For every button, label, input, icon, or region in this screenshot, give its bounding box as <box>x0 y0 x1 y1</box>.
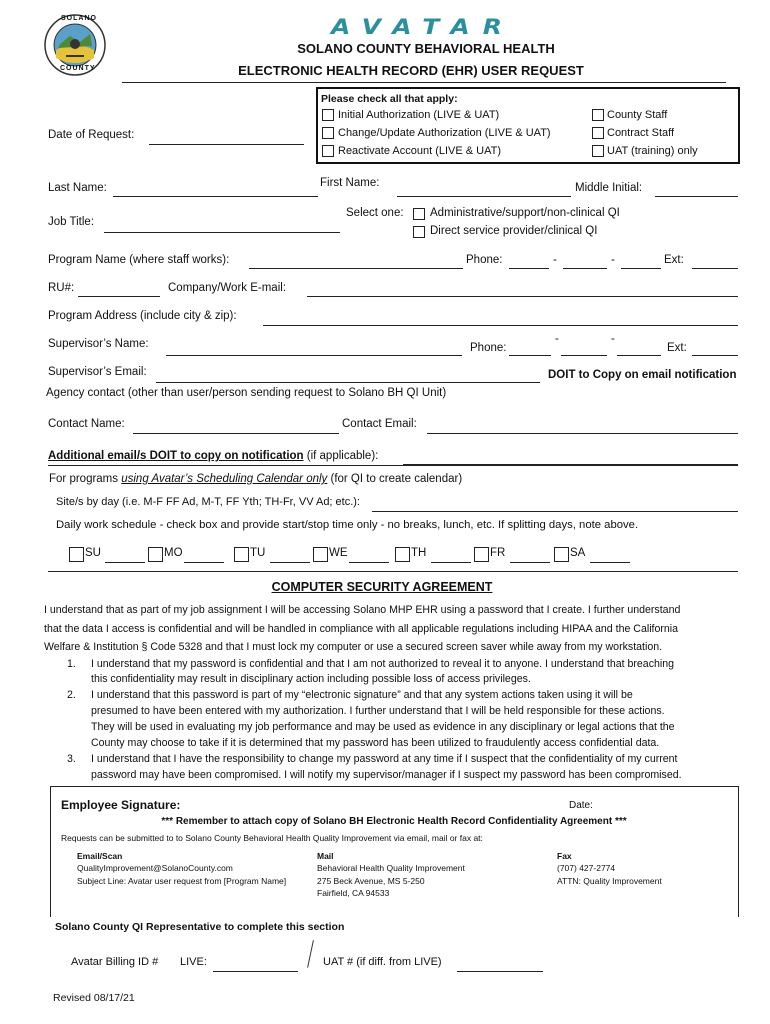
contract-staff-checkbox[interactable] <box>592 127 604 139</box>
additional-email-bold: Additional email/s DOIT to copy on notification <box>48 450 304 462</box>
county-staff-label: County Staff <box>607 109 668 121</box>
day-we-checkbox[interactable] <box>313 547 328 562</box>
additional-email-rule <box>48 465 738 466</box>
initial-authorization-checkbox[interactable] <box>322 109 334 121</box>
revised-date: Revised 08/17/21 <box>53 992 135 1004</box>
middle-initial-label: Middle Initial: <box>575 182 643 194</box>
agreement-item-2-line4: County may choose to take if it is determined that my password has been utilized to fraudulently access confidential data. <box>91 737 660 749</box>
agreement-item-3-line2: password may have been compromised. I will notify my supervisor/manager if I suspect my password has been compromised. <box>91 769 682 781</box>
company-email-label: Company/Work E-mail: <box>168 282 287 294</box>
email-scan-head: Email/Scan <box>77 851 123 861</box>
supervisor-name-field[interactable] <box>166 343 462 356</box>
day-sa-label: SA <box>570 547 586 559</box>
supervisor-name-label: Supervisor’s Name: <box>48 338 149 350</box>
supervisor-ext-field[interactable] <box>692 343 738 356</box>
live-label: LIVE: <box>180 956 207 968</box>
first-name-field[interactable] <box>397 184 571 197</box>
sites-by-day-field[interactable] <box>372 499 738 512</box>
confidentiality-reminder: *** Remember to attach copy of Solano BH Electronic Health Record Confidentiality Agreement *** <box>161 816 627 827</box>
supervisor-phone-area[interactable] <box>509 343 551 356</box>
date-of-request-field[interactable] <box>149 132 304 145</box>
change-update-label: Change/Update Authorization (LIVE & UAT) <box>338 127 551 139</box>
program-address-label: Program Address (include city & zip): <box>48 310 237 322</box>
mail-head: Mail <box>317 851 334 861</box>
role-admin-checkbox[interactable] <box>413 208 425 220</box>
ext-field[interactable] <box>692 256 738 269</box>
additional-email-field[interactable] <box>403 452 738 465</box>
submit-note: Requests can be submitted to to Solano County Behavioral Health Quality Improvement via email, mail or fax at: <box>61 833 483 843</box>
mail-line1: Behavioral Health Quality Improvement <box>317 863 465 873</box>
scheduling-intro-underlined: using Avatar’s Scheduling Calendar only <box>121 473 328 485</box>
additional-email-rest: (if applicable): <box>303 450 379 462</box>
check-all-title: Please check all that apply: <box>321 93 458 105</box>
select-one-label: Select one: <box>346 207 404 219</box>
scheduling-intro-pre: For programs <box>49 473 122 485</box>
email-address: QualityImprovement@SolanoCounty.com <box>77 863 233 873</box>
last-name-label: Last Name: <box>48 182 107 194</box>
agreement-item-1-line2: this confidentiality may result in disciplinary action including possible loss of access privileges. <box>91 673 531 685</box>
security-agreement-title: COMPUTER SECURITY AGREEMENT <box>271 580 493 594</box>
initial-authorization-label: Initial Authorization (LIVE & UAT) <box>338 109 500 121</box>
uat-only-checkbox[interactable] <box>592 145 604 157</box>
agreement-intro-line3: Welfare & Institution § Code 5328 and that I must lock my computer or use a secured screen saver while away from my workstation. <box>44 641 663 653</box>
day-su-time-field[interactable] <box>105 550 145 563</box>
section-slash <box>307 940 315 968</box>
form-title-line1: SOLANO COUNTY BEHAVIORAL HEALTH <box>297 41 555 56</box>
seal-text-bottom: COUNTY <box>60 65 96 72</box>
live-id-field[interactable] <box>213 959 298 972</box>
contact-name-field[interactable] <box>133 421 339 434</box>
role-direct-checkbox[interactable] <box>413 226 425 238</box>
day-su-checkbox[interactable] <box>69 547 84 562</box>
phone-prefix-field[interactable] <box>563 256 607 269</box>
agreement-item-2-line3: They will be used in evaluating my job performance and may be used as evidence in any disciplinary or legal actions that the <box>91 721 675 733</box>
supervisor-phone-line[interactable] <box>617 343 661 356</box>
contact-email-label: Contact Email: <box>342 418 417 430</box>
role-direct-label: Direct service provider/clinical QI <box>430 225 598 237</box>
phone-dash-2: - <box>611 254 615 266</box>
doit-copy-note: DOIT to Copy on email notification <box>548 369 737 381</box>
supervisor-dash-1: - <box>555 333 559 345</box>
mail-line2: 275 Beck Avenue, MS 5-250 <box>317 876 425 886</box>
company-email-field[interactable] <box>307 284 738 297</box>
agreement-item-3-num: 3. <box>67 753 76 765</box>
additional-email-label <box>48 450 378 462</box>
contract-staff-label: Contract Staff <box>607 127 675 139</box>
day-tu-time-field[interactable] <box>270 550 310 563</box>
day-su-label: SU <box>85 547 101 559</box>
day-fr-checkbox[interactable] <box>474 547 489 562</box>
day-fr-time-field[interactable] <box>510 550 550 563</box>
role-admin-label: Administrative/support/non-clinical QI <box>430 207 620 219</box>
phone-dash-1: - <box>553 254 557 266</box>
phone-label: Phone: <box>466 254 503 266</box>
supervisor-dash-2: - <box>611 333 615 345</box>
job-title-field[interactable] <box>104 220 340 233</box>
agreement-intro-line2: that the data I access is confidential and will be handled in compliance with all applicable regulations including HIPAA and the California <box>44 623 679 635</box>
date-of-request-label: Date of Request: <box>48 129 135 141</box>
ru-label: RU#: <box>48 282 75 294</box>
day-we-label: WE <box>329 547 348 559</box>
uat-id-label: UAT # (if diff. from LIVE) <box>323 956 442 968</box>
uat-only-label: UAT (training) only <box>607 145 698 157</box>
reactivate-label: Reactivate Account (LIVE & UAT) <box>338 145 502 157</box>
day-th-time-field[interactable] <box>431 550 471 563</box>
day-tu-checkbox[interactable] <box>234 547 249 562</box>
agreement-intro-line1: I understand that as part of my job assignment I will be accessing Solano MHP EHR using a password that I create. I further understand <box>44 604 681 616</box>
last-name-field[interactable] <box>113 184 318 197</box>
change-update-checkbox[interactable] <box>322 127 334 139</box>
agreement-item-2-line1: I understand that this password is part of my “electronic signature” and that any system actions taken using it will be <box>91 689 633 701</box>
fax-head: Fax <box>557 851 572 861</box>
reactivate-checkbox[interactable] <box>322 145 334 157</box>
ru-field[interactable] <box>78 284 160 297</box>
daily-schedule-label: Daily work schedule - check box and provide start/stop time only - no breaks, lunch, etc. If splitting days, note above. <box>56 519 639 531</box>
qi-section-title: Solano County QI Representative to complete this section <box>55 921 345 933</box>
title-rule <box>122 82 726 83</box>
first-name-label: First Name: <box>320 177 380 189</box>
employee-signature-label: Employee Signature: <box>61 798 181 812</box>
ext-label: Ext: <box>664 254 684 266</box>
day-mo-checkbox[interactable] <box>148 547 163 562</box>
middle-initial-field[interactable] <box>655 184 738 197</box>
scheduling-intro <box>49 473 462 485</box>
avatar-logo: AVATAR <box>331 14 515 39</box>
supervisor-email-label: Supervisor’s Email: <box>48 366 147 378</box>
date-label: Date: <box>569 800 593 811</box>
uat-id-field[interactable] <box>457 959 543 972</box>
day-th-label: TH <box>411 547 427 559</box>
agreement-item-1-num: 1. <box>67 658 76 670</box>
day-we-time-field[interactable] <box>349 550 389 563</box>
contact-name-label: Contact Name: <box>48 418 125 430</box>
avatar-billing-label: Avatar Billing ID # <box>71 956 159 968</box>
program-name-label: Program Name (where staff works): <box>48 254 230 266</box>
day-th-checkbox[interactable] <box>395 547 410 562</box>
mail-line3: Fairfield, CA 94533 <box>317 888 390 898</box>
agreement-item-1-line1: I understand that my password is confidential and that I am not authorized to reveal it to anyone. I understand that breaching <box>91 658 675 670</box>
form-title-line2: ELECTRONIC HEALTH RECORD (EHR) USER REQUEST <box>238 63 584 78</box>
contact-email-field[interactable] <box>427 421 738 434</box>
program-address-field[interactable] <box>263 313 738 326</box>
phone-line-field[interactable] <box>621 256 661 269</box>
phone-area-field[interactable] <box>509 256 549 269</box>
fax-number: (707) 427-2774 <box>557 863 616 873</box>
sites-by-day-label: Site/s by day (i.e. M-F FF Ad, M-T, FF Yth; TH-Fr, VV Ad; etc.): <box>56 496 360 508</box>
supervisor-phone-prefix[interactable] <box>561 343 607 356</box>
seal-text-top: SOLANO <box>61 15 97 22</box>
day-mo-time-field[interactable] <box>184 550 224 563</box>
agreement-item-3-line1: I understand that I have the responsibility to change my password at any time if I suspect that the confidentiality of my current <box>91 753 678 765</box>
job-title-label: Job Title: <box>48 216 95 228</box>
scheduling-intro-post: (for QI to create calendar) <box>327 473 463 485</box>
day-sa-checkbox[interactable] <box>554 547 569 562</box>
agency-contact-label: Agency contact (other than user/person sending request to Solano BH QI Unit) <box>46 387 447 399</box>
day-sa-time-field[interactable] <box>590 550 630 563</box>
schedule-rule <box>48 571 738 572</box>
supervisor-phone-label: Phone: <box>470 342 507 354</box>
supervisor-ext-label: Ext: <box>667 342 687 354</box>
fax-attn: ATTN: Quality Improvement <box>557 876 662 886</box>
day-mo-label: MO <box>164 547 183 559</box>
county-staff-checkbox[interactable] <box>592 109 604 121</box>
agreement-item-2-line2: presumed to have been entered with my authorization. I further understand that I will be held responsible for these actions. <box>91 705 665 717</box>
email-subject-line: Subject Line: Avatar user request from [Program Name] <box>77 876 287 886</box>
day-tu-label: TU <box>250 547 266 559</box>
agreement-item-2-num: 2. <box>67 689 76 701</box>
program-name-field[interactable] <box>249 256 463 269</box>
supervisor-email-field[interactable] <box>156 370 540 383</box>
day-fr-label: FR <box>490 547 506 559</box>
